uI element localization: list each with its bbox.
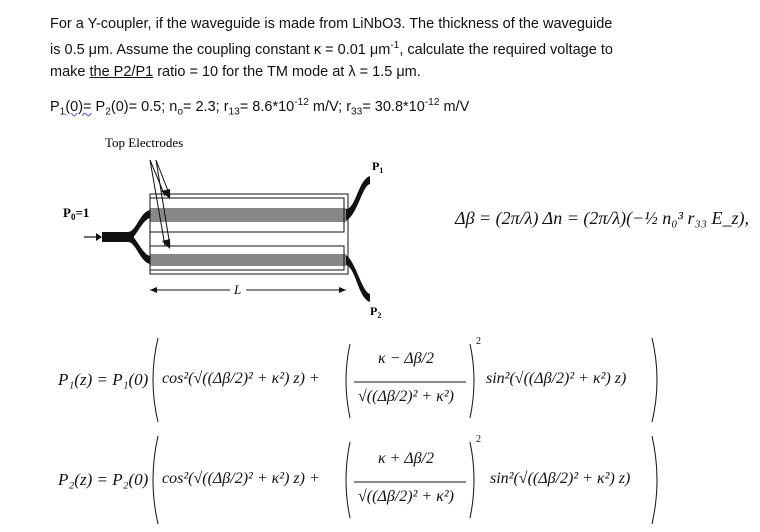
eq2-open-paren [153,436,158,524]
eq1-open-paren [153,338,158,422]
eq2-lhs: P₂(z) = P₂(0) [58,470,149,489]
output-p2-label: $P_2$ [370,304,382,320]
eq1-sin-term: sin²(√((Δβ/2)² + κ²) z) [486,370,627,387]
eq2-inner-close-paren [470,442,474,518]
eq1-numerator: κ − Δβ/2 [378,350,434,367]
problem-line-2: is 0.5 μm. Assume the coupling constant κ = 0.01 $\mu m^{-1}$, calculate the required voltage to [50,40,613,58]
eq2-cos-term: cos²(√((Δβ/2)² + κ²) z) + [162,470,320,487]
output-p1-label: $P_1$ [372,159,384,175]
eq1-denominator: √((Δβ/2)² + κ²) [358,388,454,405]
eq2-sin-term: sin²(√((Δβ/2)² + κ²) z) [490,470,631,487]
eq2-numerator: κ + Δβ/2 [378,450,434,467]
problem-line-1: For a Y-coupler, if the waveguide is made from LiNbO3. The thickness of the waveguide [50,16,613,32]
eq1-inner-close-paren [470,344,474,418]
eq2-denominator: √((Δβ/2)² + κ²) [358,488,454,505]
top-electrodes-label: Top Electrodes [105,135,184,150]
problem-line-3: make the P2/P1 ratio = 10 for the TM mode at λ = 1.5 μm. [50,64,421,80]
eq2-close-paren [652,436,657,524]
delta-beta-equation: Δβ = (2π/λ) Δn = (2π/λ)(−½ n₀³ r₃₃ E_z), [455,208,749,228]
eq2-square-exponent: 2 [476,434,481,445]
eq1-lhs: P₁(z) = P₁(0) [58,370,149,389]
eq1-inner-open-paren [346,344,350,418]
eq1-square-exponent: 2 [476,336,481,347]
eq1-close-paren [652,338,657,422]
length-label: L [234,282,242,297]
eq2-inner-open-paren [346,442,350,518]
input-power-label: $P_0=1$ [63,205,90,222]
eq1-cos-term: cos²(√((Δβ/2)² + κ²) z) + [162,370,320,387]
parameters-line: $P_1(0)= P_2(0)= 0.5$; $n_o= 2.3$; $r_{13}= 8.6*10^{-12}$ m/V; $r_{33}= 30.8*10^{-12}$ m/V [50,97,470,118]
